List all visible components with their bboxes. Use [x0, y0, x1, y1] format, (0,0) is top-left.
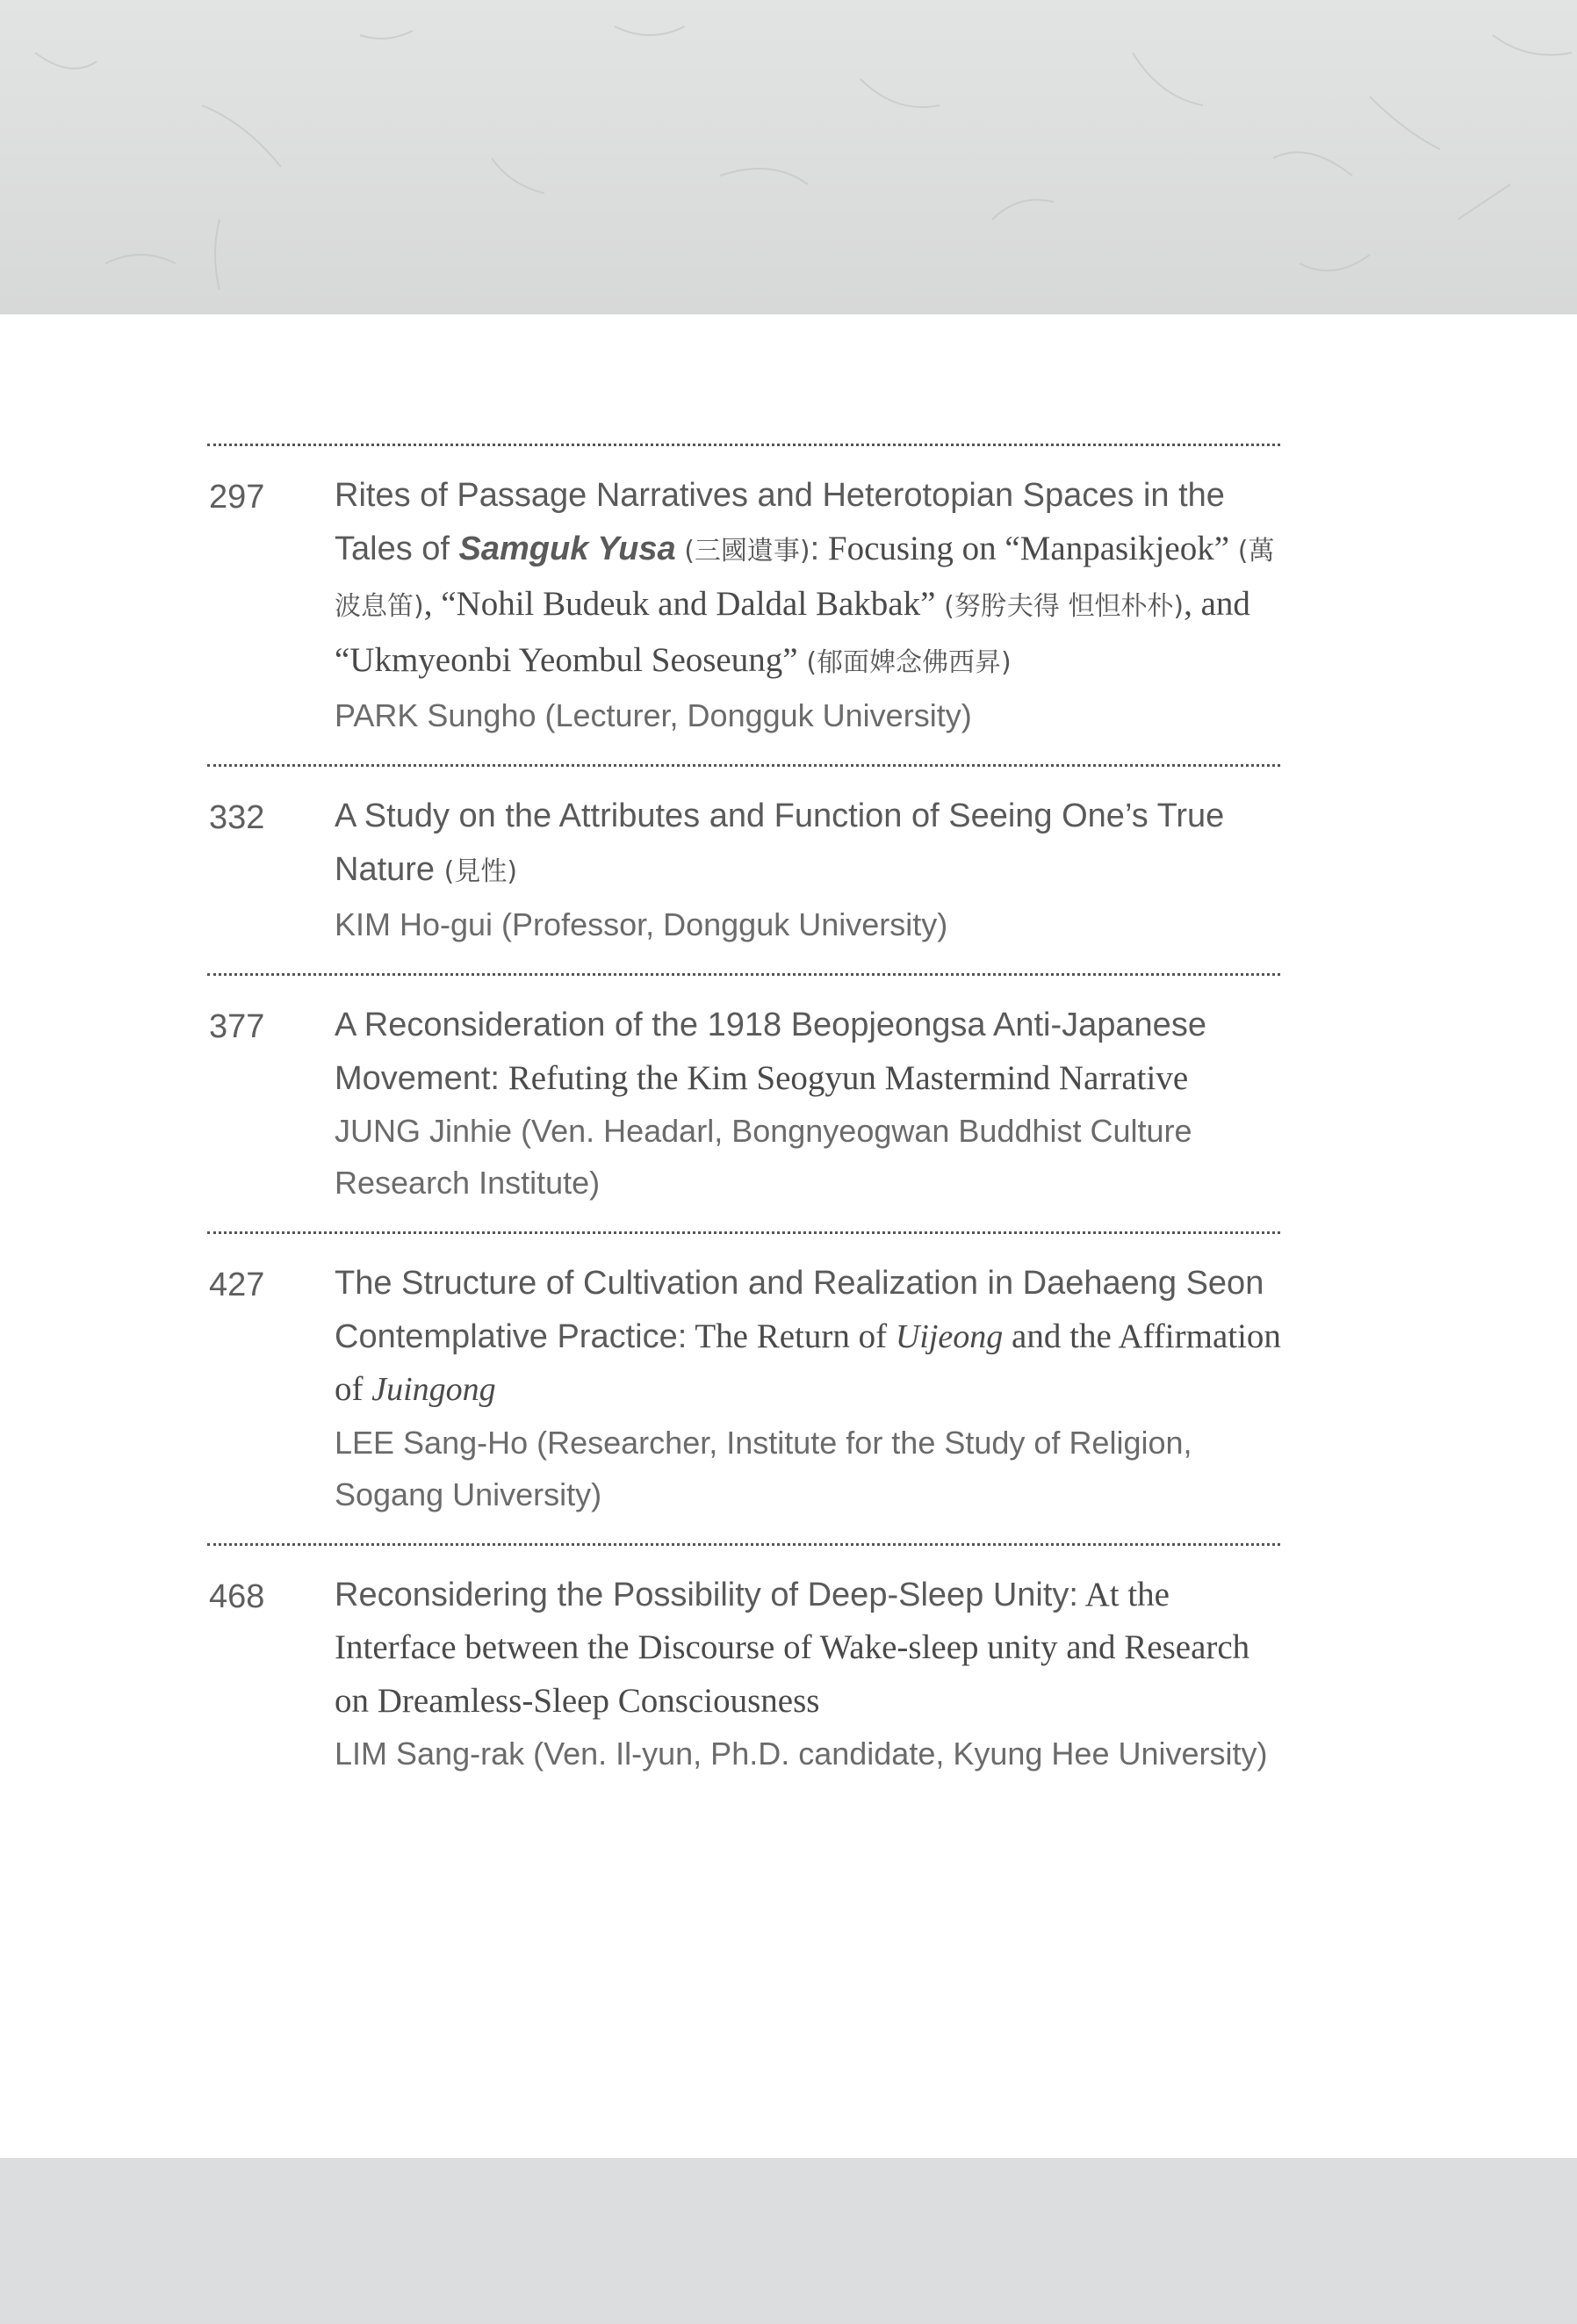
entry-author: KIM Ho-gui (Professor, Dongguk University)	[335, 906, 948, 942]
entry-title: Rites of Passage Narratives and Heterotopian Spaces in the Tales of Samguk Yusa (三國遺事): Focusing on “Manpasikjeok” (萬波息笛), “Nohil Budeuk and Daldal Bakbak” (努肹夫得 怛怛朴朴), and “Ukmyeonbi Yeombul Seoseung” (郁面婢念佛西昇)	[335, 477, 1275, 679]
entry-title: The Structure of Cultivation and Realization in Daehaeng Seon Contemplative Practice: The Return of Uijeong and the Affirmation of Juingong	[335, 1265, 1281, 1408]
toc-entry	[207, 446, 1280, 764]
page-number: 297	[209, 479, 265, 516]
toc-entry	[207, 976, 1280, 1231]
toc-entry	[207, 1234, 1280, 1543]
entry-title: Reconsidering the Possibility of Deep-Sleep Unity: At the Interface between the Discourse of Wake-sleep unity and Research on Dreamless-Sleep Consciousness	[335, 1575, 1250, 1720]
entry-author: LIM Sang-rak (Ven. Il-yun, Ph.D. candidate, Kyung Hee University)	[335, 1736, 1268, 1772]
header-texture-band	[0, 0, 1577, 314]
toc-entry	[207, 767, 1280, 973]
paper-texture-decoration	[0, 0, 1577, 314]
page-number: 468	[209, 1577, 265, 1615]
entry-author: JUNG Jinhie (Ven. Headarl, Bongnyeogwan Buddhist Culture Research Institute)	[335, 1113, 1192, 1201]
page-number: 427	[209, 1267, 265, 1303]
footer-band	[0, 2158, 1577, 2324]
entry-author: PARK Sungho (Lecturer, Dongguk University)	[335, 697, 972, 733]
table-of-contents	[207, 444, 1280, 1802]
toc-entry	[207, 1546, 1280, 1803]
entry-title: A Reconsideration of the 1918 Beopjeongsa Anti-Japanese Movement: Refuting the Kim Seogyun Mastermind Narrative	[335, 1007, 1206, 1097]
entry-author: LEE Sang-Ho (Researcher, Institute for the Study of Religion, Sogang University)	[335, 1424, 1192, 1512]
entry-title: A Study on the Attributes and Function of Seeing One’s True Nature (見性)	[335, 798, 1225, 888]
page-number: 377	[209, 1008, 265, 1045]
page-number: 332	[209, 799, 265, 836]
